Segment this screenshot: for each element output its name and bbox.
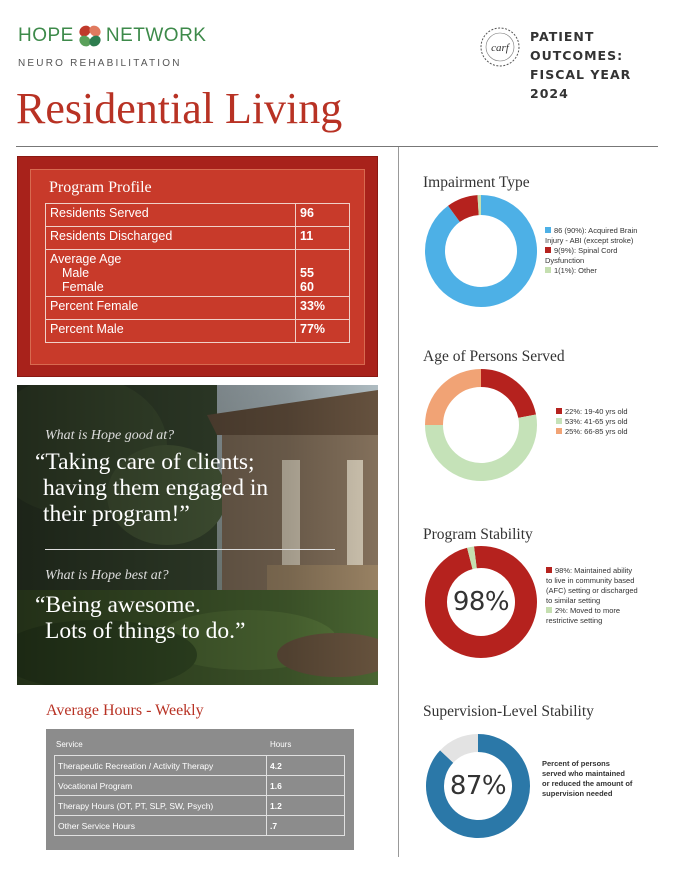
column-divider (398, 147, 399, 857)
legend-swatch (546, 607, 552, 613)
header-divider (16, 146, 658, 147)
question-label-best-at: What is Hope best at? (45, 568, 169, 583)
supervision-stability-center-label: 87% (449, 771, 507, 801)
logo-text-network: NETWORK (105, 25, 207, 46)
profile-value-female: 60 (300, 280, 314, 294)
table-row (55, 816, 345, 836)
service-cell: Vocational Program (55, 776, 267, 796)
quote-best-at (35, 592, 335, 644)
hours-cell: 4.2 (267, 756, 345, 776)
hours-cell: .7 (267, 816, 345, 836)
flower-logo-icon (76, 22, 104, 50)
program-profile-table (45, 203, 350, 343)
page-title: Residential Living (16, 84, 343, 133)
quote-photo-panel (17, 385, 378, 685)
profile-sublabel-male: Male (62, 266, 90, 280)
legend-swatch (556, 418, 562, 424)
legend-swatch (545, 227, 551, 233)
service-cell: Therapeutic Recreation / Activity Therapy (55, 756, 267, 776)
donut-slice (470, 557, 476, 558)
age-of-persons-legend (556, 407, 666, 437)
table-row (46, 297, 350, 320)
profile-sublabel-female: Female (62, 280, 104, 294)
profile-label: Average Age (50, 252, 122, 266)
legend-item-66-85: 25%: 66-85 yrs old (556, 427, 666, 437)
profile-value: 77% (296, 320, 350, 343)
legend-item-19-40: 22%: 19-40 yrs old (556, 407, 666, 417)
donut-slice (434, 378, 481, 425)
hours-column-service: Service (56, 740, 83, 749)
report-title-line2: FISCAL YEAR 2024 (530, 67, 632, 101)
average-hours-panel (46, 729, 354, 850)
age-of-persons-donut (423, 367, 539, 483)
program-stability-legend (546, 566, 664, 626)
carf-accreditation-seal-icon (479, 26, 521, 68)
legend-swatch (545, 267, 551, 273)
profile-label: Percent Female (46, 297, 296, 320)
table-row (55, 756, 345, 776)
table-row (46, 320, 350, 343)
service-cell: Other Service Hours (55, 816, 267, 836)
table-row (46, 204, 350, 227)
profile-value: 33% (296, 297, 350, 320)
donut-slice (434, 416, 528, 472)
legend-item-41-65: 53%: 41-65 yrs old (556, 417, 666, 427)
hours-cell: 1.6 (267, 776, 345, 796)
quote-good-at (35, 449, 335, 527)
logo-subtitle: NEURO REHABILITATION (18, 58, 182, 69)
donut-slice (447, 743, 478, 757)
supervision-stability-legend (542, 759, 662, 799)
legend-item-maintained: 98%: Maintained ability to live in community based (AFC) setting or discharged to similar setting (546, 566, 638, 605)
table-row (55, 796, 345, 816)
hours-cell: 1.2 (267, 796, 345, 816)
profile-label: Percent Male (46, 320, 296, 343)
report-title (530, 27, 674, 103)
quote-divider (45, 549, 335, 550)
legend-item-supervision: Percent of persons served who maintained or reduced the amount of supervision needed (542, 759, 633, 798)
table-row (46, 227, 350, 250)
supervision-stability-title: Supervision-Level Stability (423, 703, 594, 720)
impairment-type-legend (545, 226, 663, 276)
profile-label: Residents Served (46, 204, 296, 227)
question-label-good-at: What is Hope good at? (45, 428, 175, 443)
profile-value-male: 55 (300, 266, 314, 280)
profile-value: 11 (296, 227, 350, 250)
legend-swatch (546, 567, 552, 573)
program-profile-panel (17, 156, 378, 377)
hope-network-logo (18, 22, 206, 50)
average-hours-table (54, 755, 345, 836)
carf-seal-text: carf (491, 42, 509, 54)
service-cell: Therapy Hours (OT, PT, SLP, SW, Psych) (55, 796, 267, 816)
program-stability-title: Program Stability (423, 526, 533, 543)
quote-line: “Taking care of clients; (35, 449, 255, 475)
quote-line: their program!” (43, 501, 190, 527)
legend-swatch (556, 408, 562, 414)
donut-slice (454, 205, 478, 214)
profile-label: Residents Discharged (46, 227, 296, 250)
program-profile-title: Program Profile (49, 179, 152, 196)
average-hours-title: Average Hours - Weekly (46, 702, 204, 719)
profile-age-cell (46, 250, 296, 297)
legend-item-abi: 86 (90%): Acquired Brain Injury - ABI (except stroke) (545, 226, 638, 245)
quote-line: Lots of things to do.” (45, 618, 246, 644)
impairment-type-donut (423, 193, 539, 309)
legend-item-restrictive: 2%: Moved to more restrictive setting (546, 606, 621, 625)
logo-text-hope: HOPE (18, 25, 74, 46)
legend-item-other: 1(1%): Other (545, 266, 663, 276)
profile-age-values (296, 250, 350, 297)
quote-line: “Being awesome. (35, 592, 201, 618)
program-stability-center-label: 98% (452, 587, 510, 617)
donut-slice (481, 378, 527, 416)
age-of-persons-title: Age of Persons Served (423, 348, 565, 365)
table-row (46, 250, 350, 297)
hours-column-hours: Hours (270, 740, 292, 749)
profile-value: 96 (296, 204, 350, 227)
table-row (55, 776, 345, 796)
legend-swatch (556, 428, 562, 434)
quote-line: having them engaged in (43, 475, 269, 501)
impairment-type-title: Impairment Type (423, 174, 530, 191)
legend-item-spinal: 9(9%): Spinal Cord Dysfunction (545, 246, 618, 265)
legend-swatch (545, 247, 551, 253)
report-title-line1: PATIENT OUTCOMES: (530, 29, 624, 63)
donut-slice (435, 205, 527, 297)
